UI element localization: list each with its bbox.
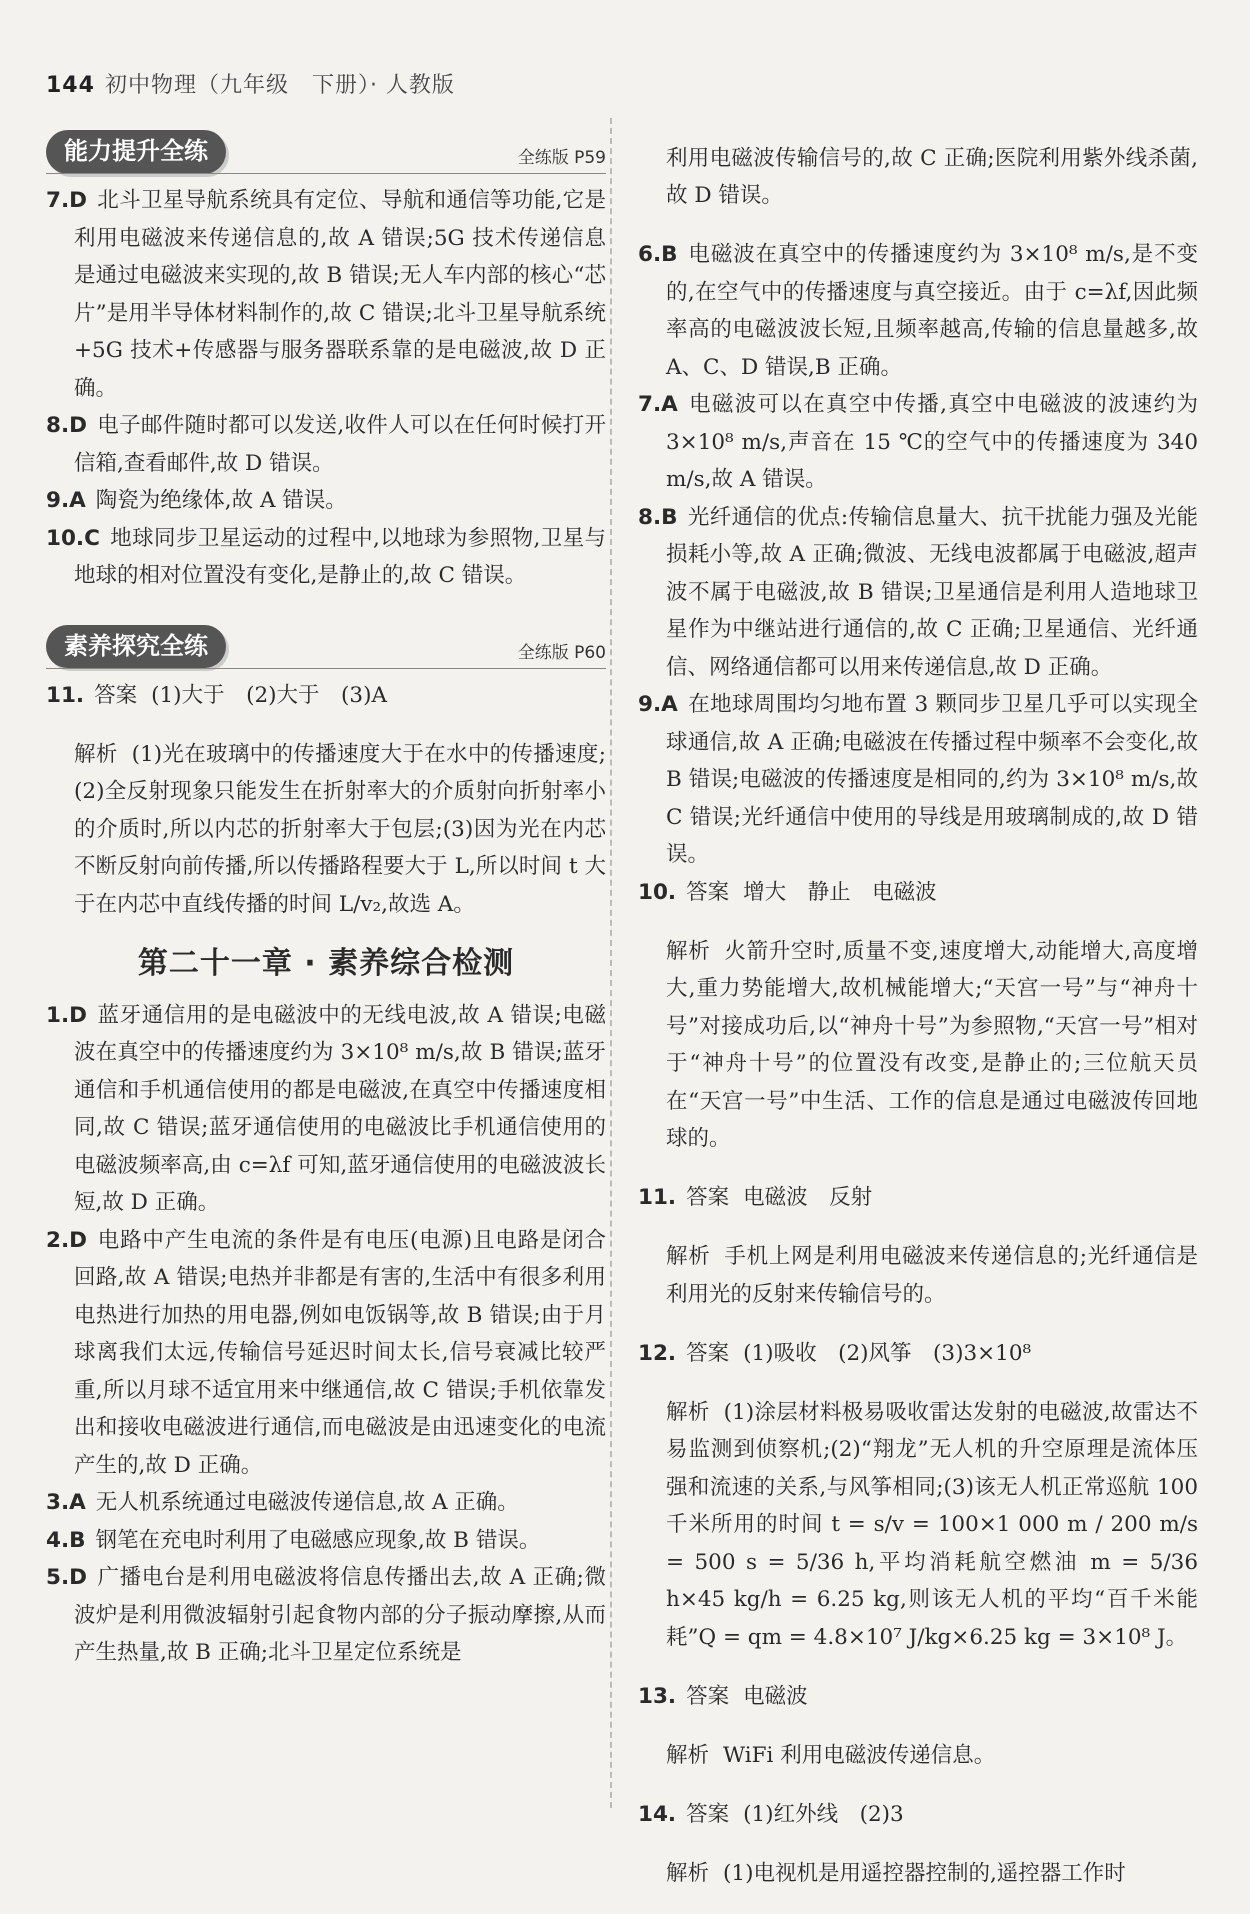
- explanation: [638, 933, 1198, 1158]
- continued-text: 利用电磁波传输信号的,故 C 正确;医院利用紫外线杀菌,故 D 错误。: [666, 145, 1198, 208]
- answer-item: [638, 1179, 1198, 1217]
- answer-item: [46, 677, 606, 715]
- explanation: [638, 1737, 1198, 1775]
- answer-label: 答案: [686, 1185, 730, 1210]
- answer-item: [46, 1559, 606, 1672]
- item-number: 3.A: [46, 1490, 86, 1515]
- item-text: 电路中产生电流的条件是有电压(电源)且电路是闭合回路,故 A 错误;电热并非都是有害的,生活中有很多利用电热进行加热的用电器,例如电饭锅等,故 B 错误;由于月球离我们太远,传输信号延迟时间太长,信号衰减比较严重,所以月球不适宜用来中继通信,故 C 错误;手机依靠发出和接收电磁波进行通信,而电磁波是由迅速变化的电流产生的,故 D 正确。: [74, 1227, 606, 1478]
- answer-item: [638, 236, 1198, 386]
- item-text: 光纤通信的优点:传输信息量大、抗干扰能力强及光能损耗小等,故 A 正确;微波、无线电波都属于电磁波,超声波不属于电磁波,故 B 错误;卫星通信是利用人造地球卫星作为中继站进行通信的,故 C 正确;卫星通信、光纤通信、网络通信都可以用来传递信息,故 D 正确。: [666, 504, 1198, 680]
- explanation-label: 解析: [666, 1399, 710, 1425]
- answer-item: [46, 182, 606, 407]
- explanation-label: 解析: [666, 1860, 710, 1886]
- item-number: 14.: [638, 1801, 677, 1827]
- answer-text: (1)大于 (2)大于 (3)A: [151, 682, 388, 708]
- answer-item: [46, 482, 606, 520]
- answer-label: 答案: [686, 879, 730, 905]
- item-text: 无人机系统通过电磁波传递信息,故 A 正确。: [95, 1490, 519, 1515]
- answer-item: [638, 686, 1198, 874]
- explanation-text: (1)涂层材料极易吸收雷达发射的电磁波,故雷达不易监测到侦察机;(2)“翔龙”无人机的升空原理是流体压强和流速的关系,与风筝相同;(3)该无人机正常巡航 100 千米所用的时间 t = s/v = 100×1 000 m / 200 m/s = 500 s = 5/36 h,平均消耗航空燃油 m = 5/36 h×45 kg/h = 6.25 kg,则该无人机的平均“百千米能耗”Q = qm = 4.8×10⁷ J/kg×6.25 kg = 3×10⁸ J。: [666, 1399, 1198, 1650]
- answer-label: 答案: [686, 1683, 730, 1709]
- item-number: 10.: [638, 879, 677, 905]
- explanation-text: 火箭升空时,质量不变,速度增大,动能增大,高度增大,重力势能增大,故机械能增大;“天宫一号”与“神舟十号”对接成功后,以“神舟十号”为参照物,“天宫一号”相对于“神舟十号”的位置没有改变,是静止的;三位航天员在“天宫一号”中生活、工作的信息是通过电磁波传回地球的。: [666, 938, 1198, 1151]
- column-divider: [610, 118, 612, 1808]
- page-number: 144: [46, 73, 95, 98]
- answer-item: [46, 1222, 606, 1485]
- explanation: [638, 1394, 1198, 1657]
- answer-item: [46, 520, 606, 595]
- section-rule: [46, 173, 606, 174]
- section-inquiry: [46, 621, 606, 669]
- explanation: [638, 1238, 1198, 1313]
- section-title: 能力提升全练: [46, 130, 226, 174]
- explanation-label: 解析: [666, 938, 711, 964]
- section-ability: [46, 126, 606, 174]
- item-number: 12.: [638, 1340, 677, 1366]
- item-text: 蓝牙通信用的是电磁波中的无线电波,故 A 错误;电磁波在真空中的传播速度约为 3×10⁸ m/s,故 B 错误;蓝牙通信和手机通信使用的都是电磁波,在真空中传播速度相同,故 C 错误;蓝牙通信使用的电磁波比手机通信使用的电磁波频率高,由 c=λf 可知,蓝牙通信使用的电磁波波长短,故 D 正确。: [74, 1002, 606, 1215]
- item-number: 8.B: [638, 504, 678, 530]
- explanation-label: 解析: [666, 1742, 710, 1768]
- answer-label: 答案: [94, 682, 138, 708]
- item-number: 5.D: [46, 1565, 87, 1590]
- answer-item: [46, 997, 606, 1222]
- explanation-text: (1)光在玻璃中的传播速度大于在水中的传播速度;(2)全反射现象只能发生在折射率大的介质射向折射率小的介质时,所以内芯的折射率大于包层;(3)因为光在内芯不断反射向前传播,所以传播路程要大于 L,所以时间 t 大于在内芯中直线传播的时间 L/v₂,故选 A。: [74, 741, 606, 917]
- answer-text: (1)红外线 (2)3: [743, 1801, 904, 1827]
- answer-item: [638, 1678, 1198, 1716]
- answer-item: [46, 1522, 606, 1560]
- item-number: 8.D: [46, 413, 87, 438]
- item-text: 地球同步卫星运动的过程中,以地球为参照物,卫星与地球的相对位置没有变化,是静止的,故 C 错误。: [74, 525, 606, 588]
- book-title: 初中物理（九年级 下册）· 人教版: [104, 73, 455, 98]
- item-number: 9.A: [638, 692, 678, 717]
- item-text: 电磁波在真空中的传播速度约为 3×10⁸ m/s,是不变的,在空气中的传播速度与真空接近。由于 c=λf,因此频率高的电磁波波长短,且频率越高,传输的信息量越多,故 A、C、D 错误,B 正确。: [666, 242, 1198, 380]
- explanation-text: WiFi 利用电磁波传递信息。: [723, 1742, 996, 1768]
- section-rule: [46, 668, 606, 669]
- item-text: 电子邮件随时都可以发送,收件人可以在任何时候打开信箱,查看邮件,故 D 错误。: [74, 413, 606, 476]
- chapter-title: 第二十一章 · 素养综合检测: [137, 946, 515, 981]
- answer-item: [638, 386, 1198, 499]
- answer-item: [638, 499, 1198, 687]
- item-number: 10.C: [46, 525, 100, 551]
- section-ref: 全练版 P60: [517, 642, 606, 663]
- right-column: [638, 118, 1198, 1914]
- explanation: [46, 736, 606, 924]
- answer-item: [46, 1484, 606, 1522]
- section-title: 素养探究全练: [46, 625, 226, 669]
- explanation-label: 解析: [74, 741, 118, 767]
- answer-item: [638, 1335, 1198, 1373]
- answer-label: 答案: [686, 1801, 730, 1827]
- answer-item: [638, 874, 1198, 912]
- item-number: 2.D: [46, 1227, 87, 1253]
- section-ref: 全练版 P59: [517, 148, 606, 168]
- page-header: [46, 68, 455, 99]
- answer-item: [638, 1796, 1198, 1834]
- explanation-text: (1)电视机是用遥控器控制的,遥控器工作时: [723, 1860, 1126, 1886]
- answer-text: 电磁波 反射: [743, 1185, 873, 1210]
- item-text: 北斗卫星导航系统具有定位、导航和通信等功能,它是利用电磁波来传递信息的,故 A 错误;5G 技术传递信息是通过电磁波来实现的,故 B 错误;无人车内部的核心“芯片”是用半导体材料制作的,故 C 错误;北斗卫星导航系统+5G 技术+传感器与服务器联系靠的是电磁波,故 D 正确。: [74, 188, 606, 401]
- explanation: [638, 1855, 1198, 1893]
- answer-text: (1)吸收 (2)风筝 (3)3×10⁸: [743, 1340, 1032, 1366]
- item-number: 13.: [638, 1683, 677, 1709]
- explanation-text: 手机上网是利用电磁波来传递信息的;光纤通信是利用光的反射来传输信号的。: [666, 1244, 1198, 1307]
- answer-text: 增大 静止 电磁波: [743, 879, 937, 905]
- left-column: [46, 118, 606, 1672]
- item-text: 陶瓷为绝缘体,故 A 错误。: [95, 488, 347, 513]
- item-text: 钢笔在充电时利用了电磁感应现象,故 B 错误。: [95, 1527, 541, 1553]
- item-text: 广播电台是利用电磁波将信息传播出去,故 A 正确;微波炉是利用微波辐射引起食物内部的分子振动摩擦,从而产生热量,故 B 正确;北斗卫星定位系统是: [74, 1565, 606, 1665]
- item-number: 7.A: [638, 392, 678, 417]
- answer-label: 答案: [686, 1340, 730, 1366]
- item-number: 1.D: [46, 1002, 87, 1028]
- item-number: 9.A: [46, 488, 86, 513]
- item-text: 在地球周围均匀地布置 3 颗同步卫星几乎可以实现全球通信,故 A 正确;电磁波在传播过程中频率不会变化,故 B 错误;电磁波的传播速度是相同的,约为 3×10⁸ m/s,故 C 错误;光纤通信中使用的导线是用玻璃制成的,故 D 错误。: [666, 692, 1198, 867]
- answer-item: [46, 407, 606, 482]
- item-number: 7.D: [46, 188, 87, 213]
- item-number: 6.B: [638, 242, 678, 267]
- item-number: 11.: [46, 682, 85, 708]
- item-text: 电磁波可以在真空中传播,真空中电磁波的波速约为 3×10⁸ m/s,声音在 15 ℃的空气中的传播速度为 340 m/s,故 A 错误。: [666, 392, 1198, 492]
- item-number: 11.: [638, 1185, 677, 1210]
- explanation-label: 解析: [666, 1244, 711, 1269]
- answer-text: 电磁波: [743, 1683, 808, 1709]
- item-number: 4.B: [46, 1527, 86, 1553]
